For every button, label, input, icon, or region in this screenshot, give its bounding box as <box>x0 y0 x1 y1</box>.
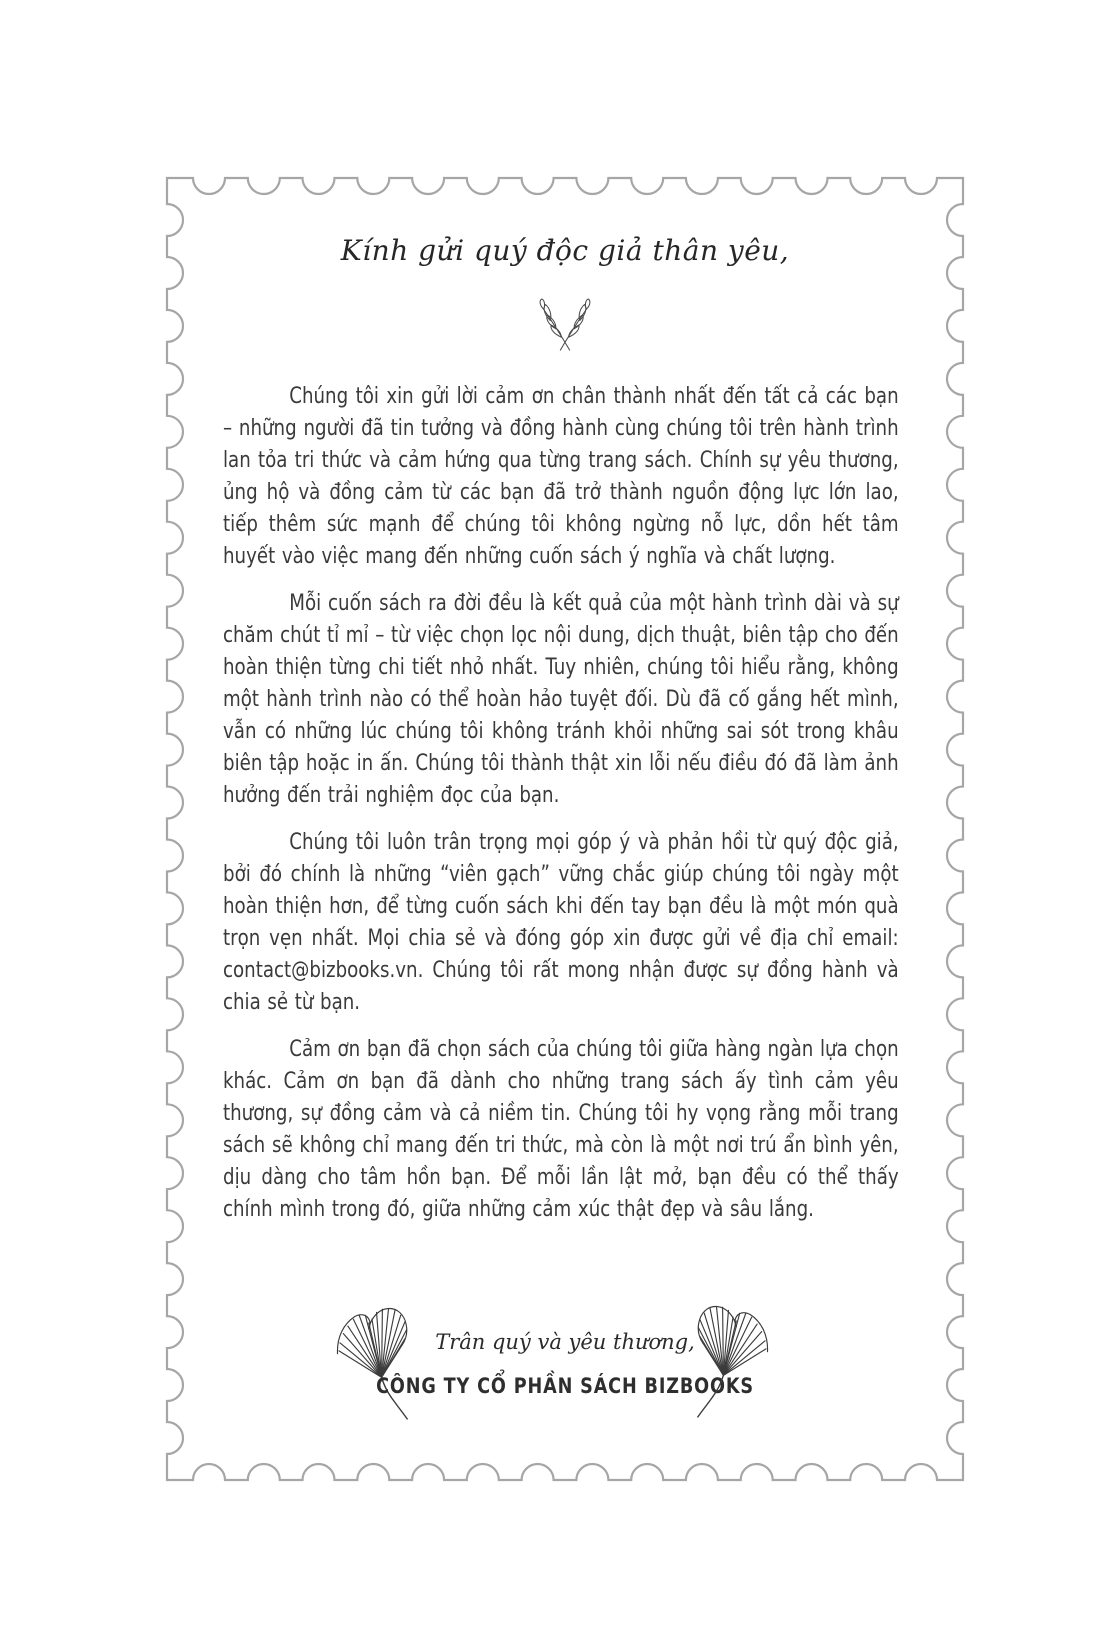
ginkgo-leaf-right-icon <box>681 1296 781 1429</box>
company-name: CÔNG TY CỔ PHẦN SÁCH BIZBOOKS <box>376 1374 754 1398</box>
ginkgo-leaf-left-icon <box>324 1298 424 1431</box>
paragraph-3: Chúng tôi luôn trân trọng mọi góp ý và phản hồi từ quý độc giả, bởi đó chính là những “viên gạch” vững chắc giúp chúng tôi ngày một hoàn thiện hơn, để từng cuốn sách khi đến tay bạn đều là một món quà trọn vẹn nhất. Mọi chia sẻ và đóng góp xin được gửi về địa chỉ email: contact@bizbooks.vn. Chúng tôi rất mong nhận được sự đồng hành và chia sẻ từ bạn. <box>223 830 899 1015</box>
paragraph-4: Cảm ơn bạn đã chọn sách của chúng tôi giữa hàng ngàn lựa chọn khác. Cảm ơn bạn đã dành cho những trang sách ấy tình cảm yêu thương, sự đồng cảm và cả niềm tin. Chúng tôi hy vọng rằng mỗi trang sách sẽ không chỉ mang đến tri thức, mà còn là một nơi trú ẩn bình yên, dịu dàng cho tâm hồn bạn. Để mỗi lần lật mở, bạn đều có thể thấy chính mình trong đó, giữa những cảm xúc thật đẹp và sâu lắng. <box>223 1037 899 1222</box>
leaf-sprig-icon <box>535 298 595 352</box>
paragraph-2: Mỗi cuốn sách ra đời đều là kết quả của một hành trình dài và sự chăm chút tỉ mỉ – từ việc chọn lọc nội dung, dịch thuật, biên tập cho đến hoàn thiện từng chi tiết nhỏ nhất. Tuy nhiên, chúng tôi hiểu rằng, không một hành trình nào có thể hoàn hảo tuyệt đối. Dù đã cố gắng hết mình, vẫn có những lúc chúng tôi không tránh khỏi những sai sót trong khâu biên tập hoặc in ấn. Chúng tôi thành thật xin lỗi nếu điều đó đã làm ảnh hưởng đến trải nghiệm đọc của bạn. <box>223 591 899 808</box>
page-title: Kính gửi quý độc giả thân yêu, <box>340 234 790 267</box>
letter-body <box>223 381 899 1241</box>
paragraph-1: Chúng tôi xin gửi lời cảm ơn chân thành nhất đến tất cả các bạn – những người đã tin tưởng và đồng hành cùng chúng tôi trên hành trình lan tỏa tri thức và cảm hứng qua từng trang sách. Chính sự yêu thương, ủng hộ và đồng cảm từ các bạn đã trở thành nguồn động lực lớn lao, tiếp thêm sức mạnh để chúng tôi không ngừng nỗ lực, dồn hết tâm huyết vào việc mang đến những cuốn sách ý nghĩa và chất lượng. <box>223 384 899 569</box>
signoff-text: Trân quý và yêu thương, <box>435 1330 695 1354</box>
letter-card <box>167 178 963 1480</box>
